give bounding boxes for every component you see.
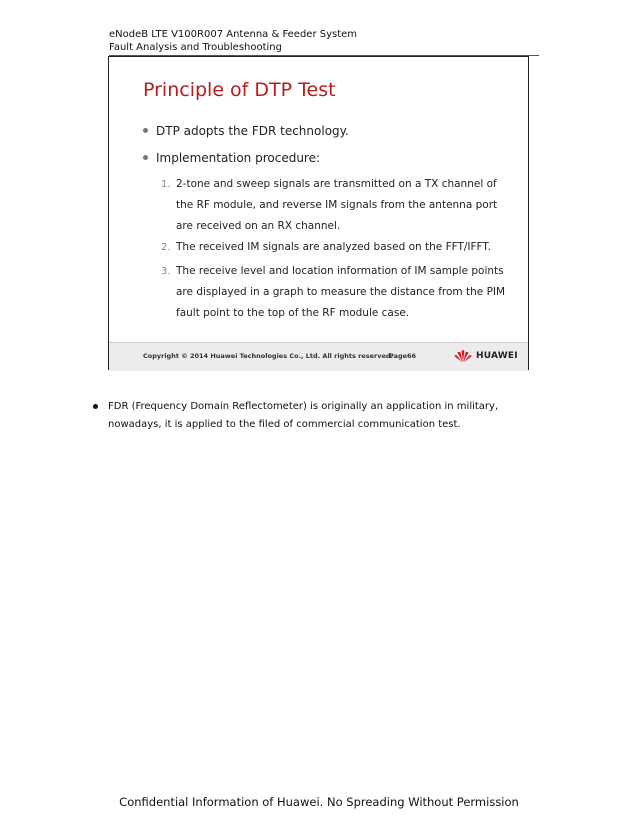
step-number: 3.	[161, 266, 171, 277]
slide-bullet-text: Implementation procedure:	[156, 151, 321, 165]
confidentiality-footer: Confidential Information of Huawei. No Spreading Without Permission	[119, 795, 519, 809]
document-header	[109, 28, 539, 56]
bullet-icon	[143, 128, 148, 133]
slide-title: Principle of DTP Test	[143, 79, 336, 101]
note-paragraph	[93, 398, 548, 434]
procedure-step	[161, 237, 511, 258]
step-text: 2-tone and sweep signals are transmitted on a TX channel of the RF module, and reverse IM signals from the antenna port are received on an RX channel.	[176, 178, 498, 232]
bullet-icon	[93, 404, 98, 409]
procedure-step	[161, 261, 511, 324]
step-number: 2.	[161, 242, 171, 253]
step-number: 1.	[161, 179, 171, 190]
bullet-icon	[143, 155, 148, 160]
note-text: FDR (Frequency Domain Reflectometer) is originally an application in military, nowadays, it is applied to the filed of commercial communication test.	[108, 401, 499, 430]
slide-page-number: Page66	[389, 352, 417, 360]
huawei-logo	[453, 349, 518, 363]
slide	[108, 56, 529, 370]
step-text: The received IM signals are analyzed based on the FFT/IFFT.	[176, 241, 491, 253]
procedure-step	[161, 174, 511, 237]
slide-bullet	[143, 124, 349, 138]
slide-footer	[109, 342, 528, 371]
copyright-text: Copyright © 2014 Huawei Technologies Co., Ltd. All rights reserved.	[143, 352, 393, 360]
slide-bullet	[143, 151, 320, 165]
step-text: The receive level and location information of IM sample points are displayed in a graph to measure the distance from the PIM fault point to the top of the RF module case.	[176, 265, 506, 319]
header-title-line: eNodeB LTE V100R007 Antenna & Feeder System	[109, 29, 358, 40]
slide-bullet-text: DTP adopts the FDR technology.	[156, 124, 349, 138]
header-subtitle-line: Fault Analysis and Troubleshooting	[109, 42, 282, 53]
logo-text: HUAWEI	[476, 351, 518, 361]
huawei-petal-icon	[453, 349, 473, 363]
